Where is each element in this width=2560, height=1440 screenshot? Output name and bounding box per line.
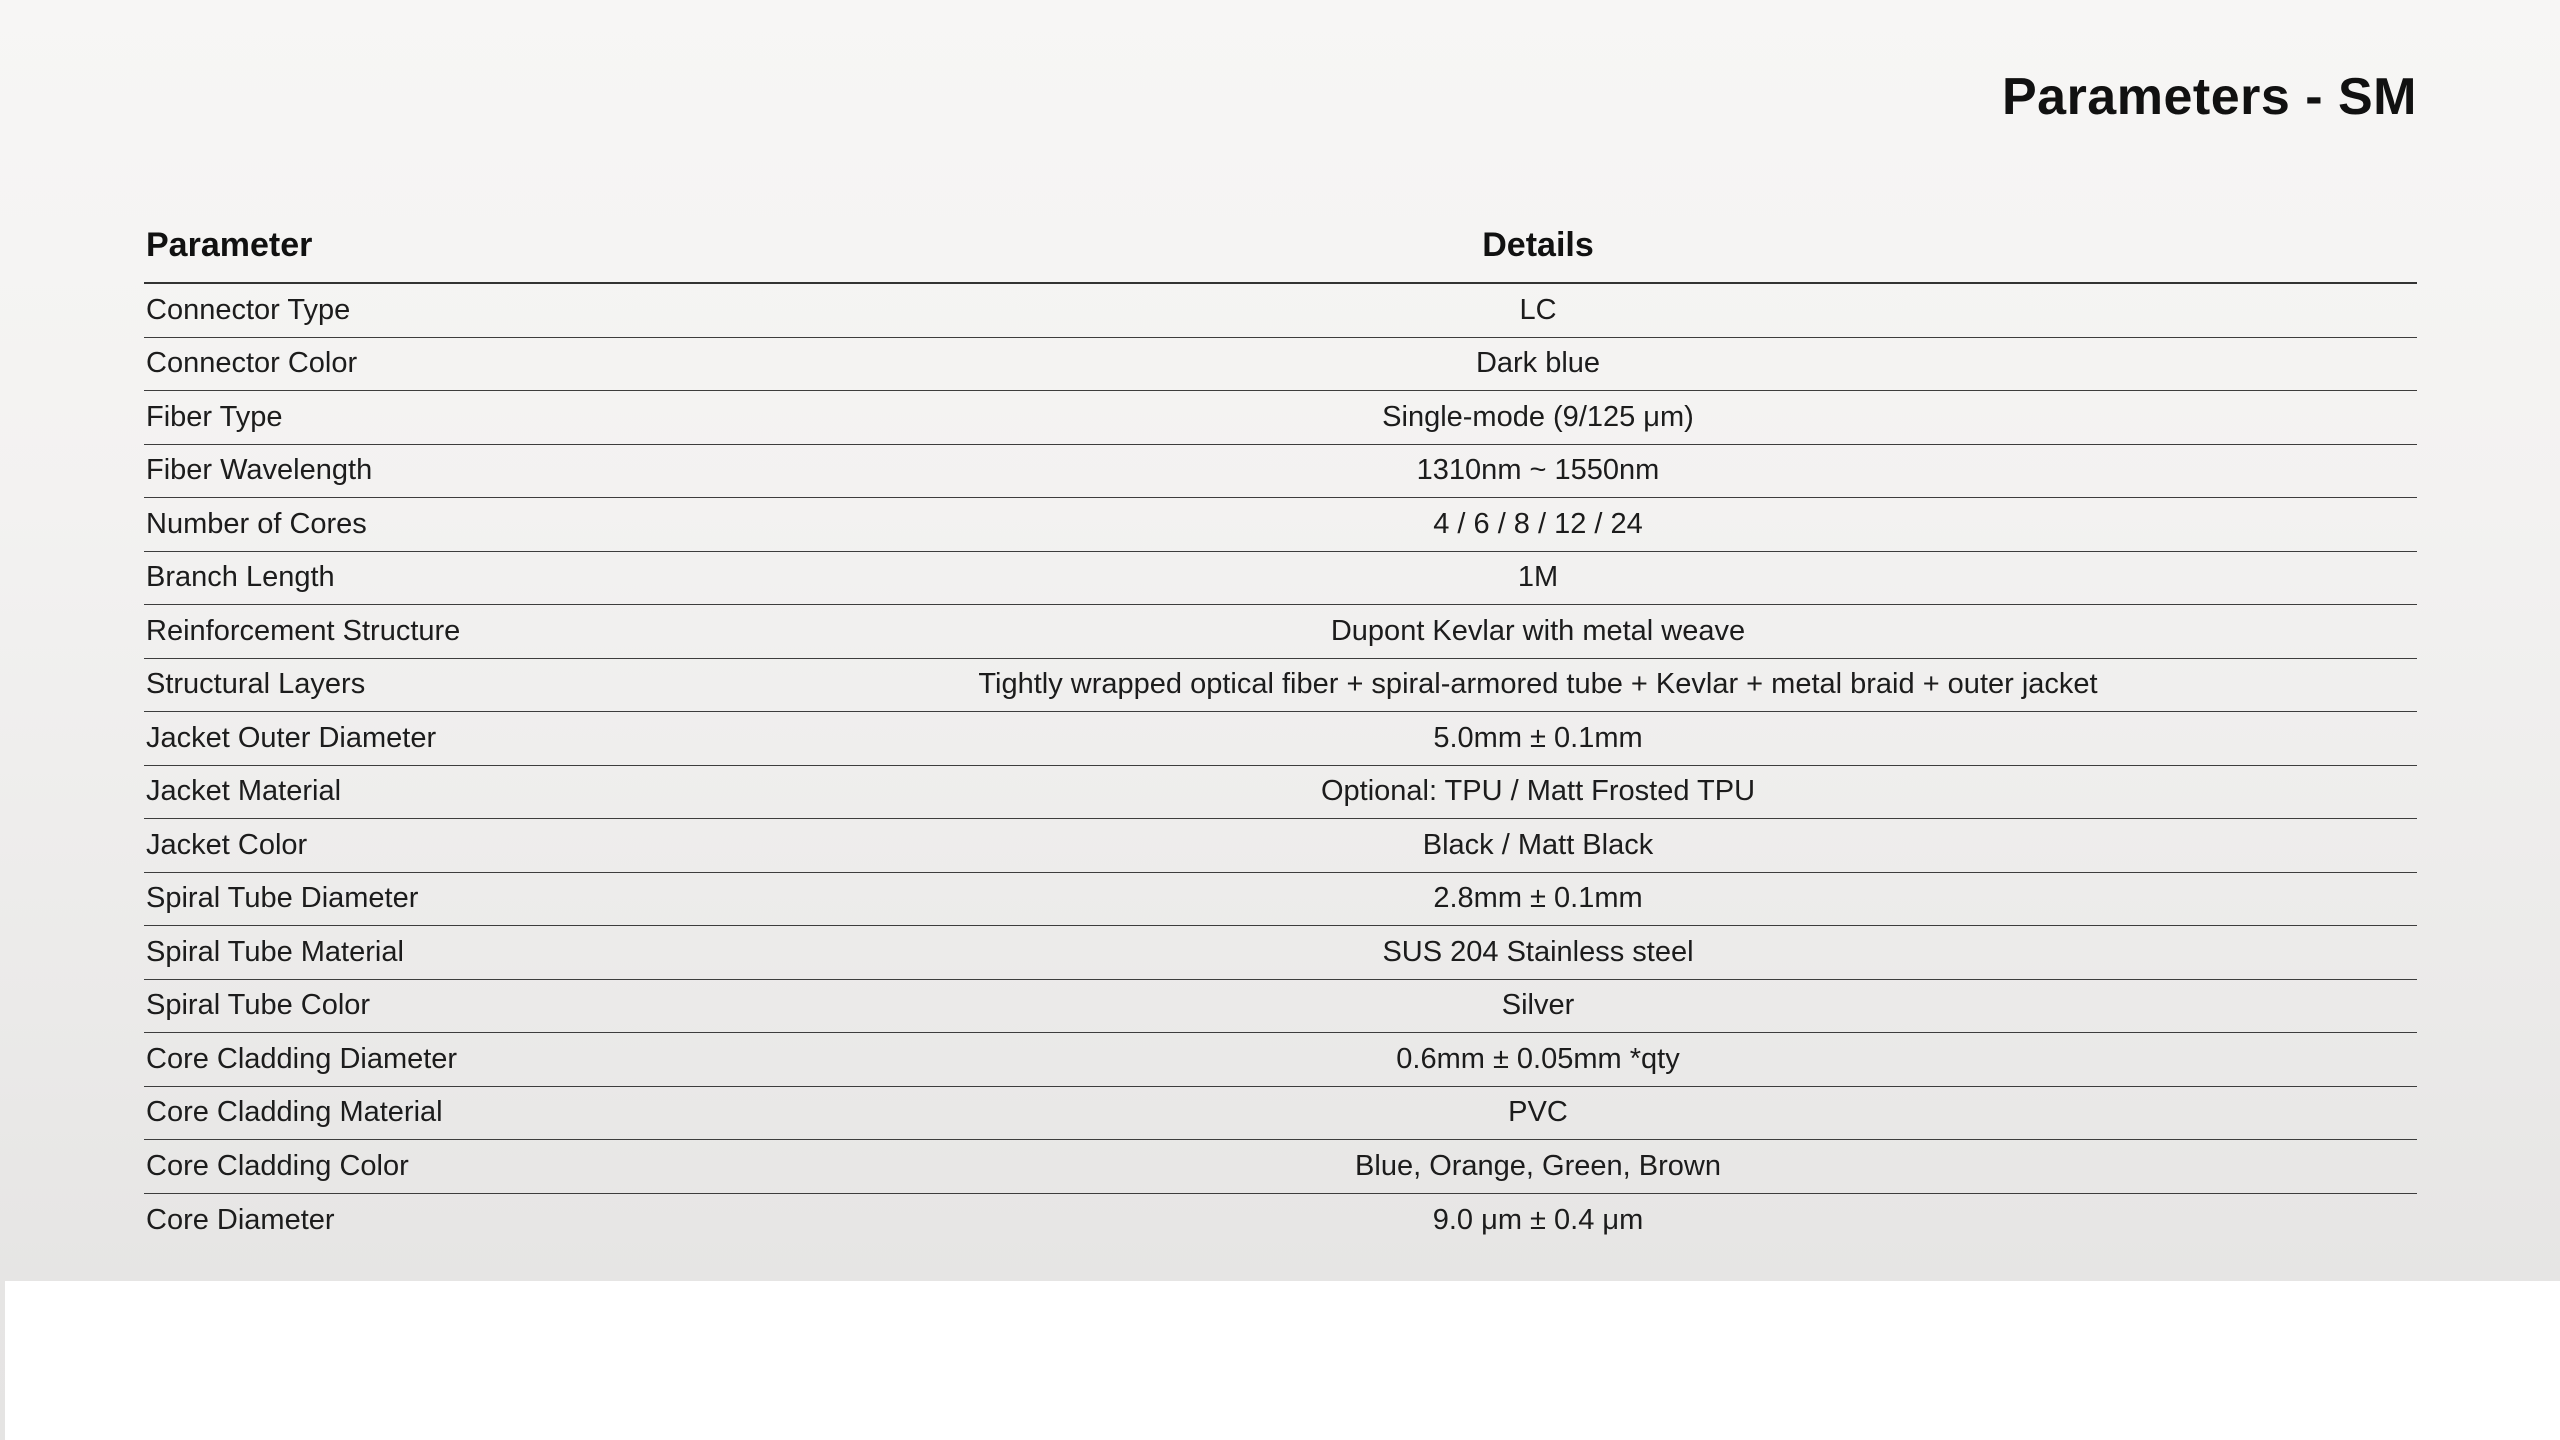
details-cell: 2.8mm ± 0.1mm <box>1433 882 1643 915</box>
details-cell: 9.0 μm ± 0.4 μm <box>1432 1203 1644 1236</box>
table-row <box>144 605 2417 659</box>
spec-table-body <box>144 284 2417 1247</box>
details-cell: Black / Matt Black <box>1422 828 1654 861</box>
details-cell: Single-mode (9/125 μm) <box>1382 400 1694 433</box>
header-details: Details <box>1482 225 1594 264</box>
parameter-cell: Reinforcement Structure <box>146 614 461 647</box>
details-cell: Optional: TPU / Matt Frosted TPU <box>1320 775 1756 808</box>
table-row <box>144 766 2417 820</box>
details-cell: 4 / 6 / 8 / 12 / 24 <box>1433 507 1643 540</box>
details-cell: SUS 204 Stainless steel <box>1382 935 1694 968</box>
table-row <box>144 659 2417 713</box>
parameter-cell: Connector Color <box>146 347 358 380</box>
table-row <box>144 980 2417 1034</box>
page-title: Parameters - SM <box>2001 68 2417 126</box>
details-cell: Dupont Kevlar with metal weave <box>1330 614 1746 647</box>
table-row <box>144 1033 2417 1087</box>
parameter-cell: Jacket Material <box>146 775 342 808</box>
table-row <box>144 819 2417 873</box>
parameter-cell: Core Diameter <box>146 1203 335 1236</box>
parameter-cell: Connector Type <box>146 293 351 326</box>
details-cell: Blue, Orange, Green, Brown <box>1355 1149 1721 1182</box>
details-cell: Silver <box>1501 989 1575 1022</box>
table-row <box>144 391 2417 445</box>
parameter-cell: Jacket Outer Diameter <box>146 721 437 754</box>
details-cell: 1310nm ~ 1550nm <box>1416 454 1660 487</box>
parameter-cell: Core Cladding Material <box>146 1096 443 1129</box>
table-row <box>144 1194 2417 1248</box>
parameter-cell: Branch Length <box>146 561 335 594</box>
details-cell: 5.0mm ± 0.1mm <box>1433 721 1643 754</box>
header-parameter: Parameter <box>146 225 313 264</box>
spec-table <box>144 208 2417 1247</box>
parameter-cell: Spiral Tube Color <box>146 989 371 1022</box>
table-row <box>144 926 2417 980</box>
parameter-cell: Number of Cores <box>146 507 367 540</box>
parameter-cell: Structural Layers <box>146 668 366 701</box>
details-cell: Dark blue <box>1475 347 1601 380</box>
parameter-cell: Spiral Tube Material <box>146 935 404 968</box>
table-row <box>144 445 2417 499</box>
parameter-cell: Spiral Tube Diameter <box>146 882 419 915</box>
details-cell: 1M <box>1517 561 1559 594</box>
details-cell: 0.6mm ± 0.05mm *qty <box>1396 1042 1680 1075</box>
table-row <box>144 712 2417 766</box>
next-page-section <box>5 1281 2560 1440</box>
details-cell: Tightly wrapped optical fiber + spiral-armored tube + Kevlar + metal braid + outer jacket <box>978 668 2098 701</box>
table-row <box>144 498 2417 552</box>
parameter-cell: Core Cladding Diameter <box>146 1042 458 1075</box>
parameter-cell: Fiber Type <box>146 400 283 433</box>
parameter-cell: Jacket Color <box>146 828 308 861</box>
table-row <box>144 552 2417 606</box>
table-row <box>144 1087 2417 1141</box>
spec-table-header-row <box>144 208 2417 284</box>
parameter-cell: Core Cladding Color <box>146 1149 409 1182</box>
table-row <box>144 284 2417 338</box>
parameter-cell: Fiber Wavelength <box>146 454 373 487</box>
details-cell: PVC <box>1508 1096 1568 1129</box>
details-cell: LC <box>1519 293 1557 326</box>
table-row <box>144 338 2417 392</box>
content-container <box>144 0 2417 1247</box>
table-row <box>144 873 2417 927</box>
table-row <box>144 1140 2417 1194</box>
